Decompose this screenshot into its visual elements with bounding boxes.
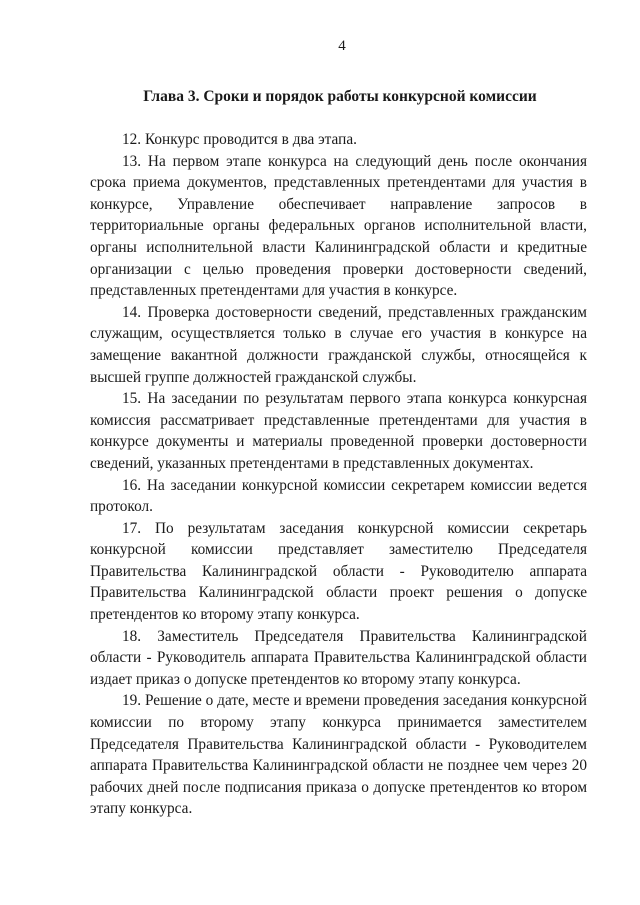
paragraph-17: 17. По результатам заседания конкурсной комиссии секретарь конкурсной комиссии представляет заместителю Председателя Правительства Калининградской области - Руководителю аппарата Правительства Калининградской области проект решения о допуске претендентов ко второму этапу конкурса. [90, 519, 587, 624]
chapter-title: Глава 3. Сроки и порядок работы конкурсной комиссии [143, 88, 537, 105]
paragraph-13: 13. На первом этапе конкурса на следующий день после окончания срока приема документов, представленных претендентами для участия в конкурсе, Управление обеспечивает направление запросов в территориальные органы федеральных органов исполнительной власти, органы исполнительной власти Калининградской области и кредитные организации с целью проведения проверки достоверности сведений, представленных претендентами для участия в конкурсе. [90, 152, 587, 300]
paragraph-14: 14. Проверка достоверности сведений, представленных гражданским служащим, осуществляется только в случае его участия в конкурсе на замещение вакантной должности гражданской службы, относящейся к высшей группе должностей гражданской службы. [90, 303, 587, 386]
paragraph-16: 16. На заседании конкурсной комиссии секретарем комиссии ведется протокол. [90, 476, 587, 516]
paragraph-15: 15. На заседании по результатам первого этапа конкурса конкурсная комиссия рассматривает представленные претендентами для участия в конкурсе документы и материалы проведенной проверки достоверности сведений, указанных претендентами в представленных документах. [90, 390, 587, 472]
document-body [90, 129, 587, 820]
paragraph-12: 12. Конкурс проводится в два этапа. [122, 131, 357, 148]
page-number: 4 [338, 38, 346, 54]
paragraph-19: 19. Решение о дате, месте и времени проведения заседания конкурсной комиссии по второму этапу конкурса принимается заместителем Председателя Правительства Калининградской области - Руководителем аппарата Правительства Калининградской области не позднее чем через 20 рабочих дней после подписания приказа о допуске претендентов ко втором этапу конкурса. [90, 692, 587, 818]
paragraph-18: 18. Заместитель Председателя Правительства Калининградской области - Руководитель аппарата Правительства Калининградской области издает приказ о допуске претендентов ко второму этапу конкурса. [90, 627, 587, 688]
